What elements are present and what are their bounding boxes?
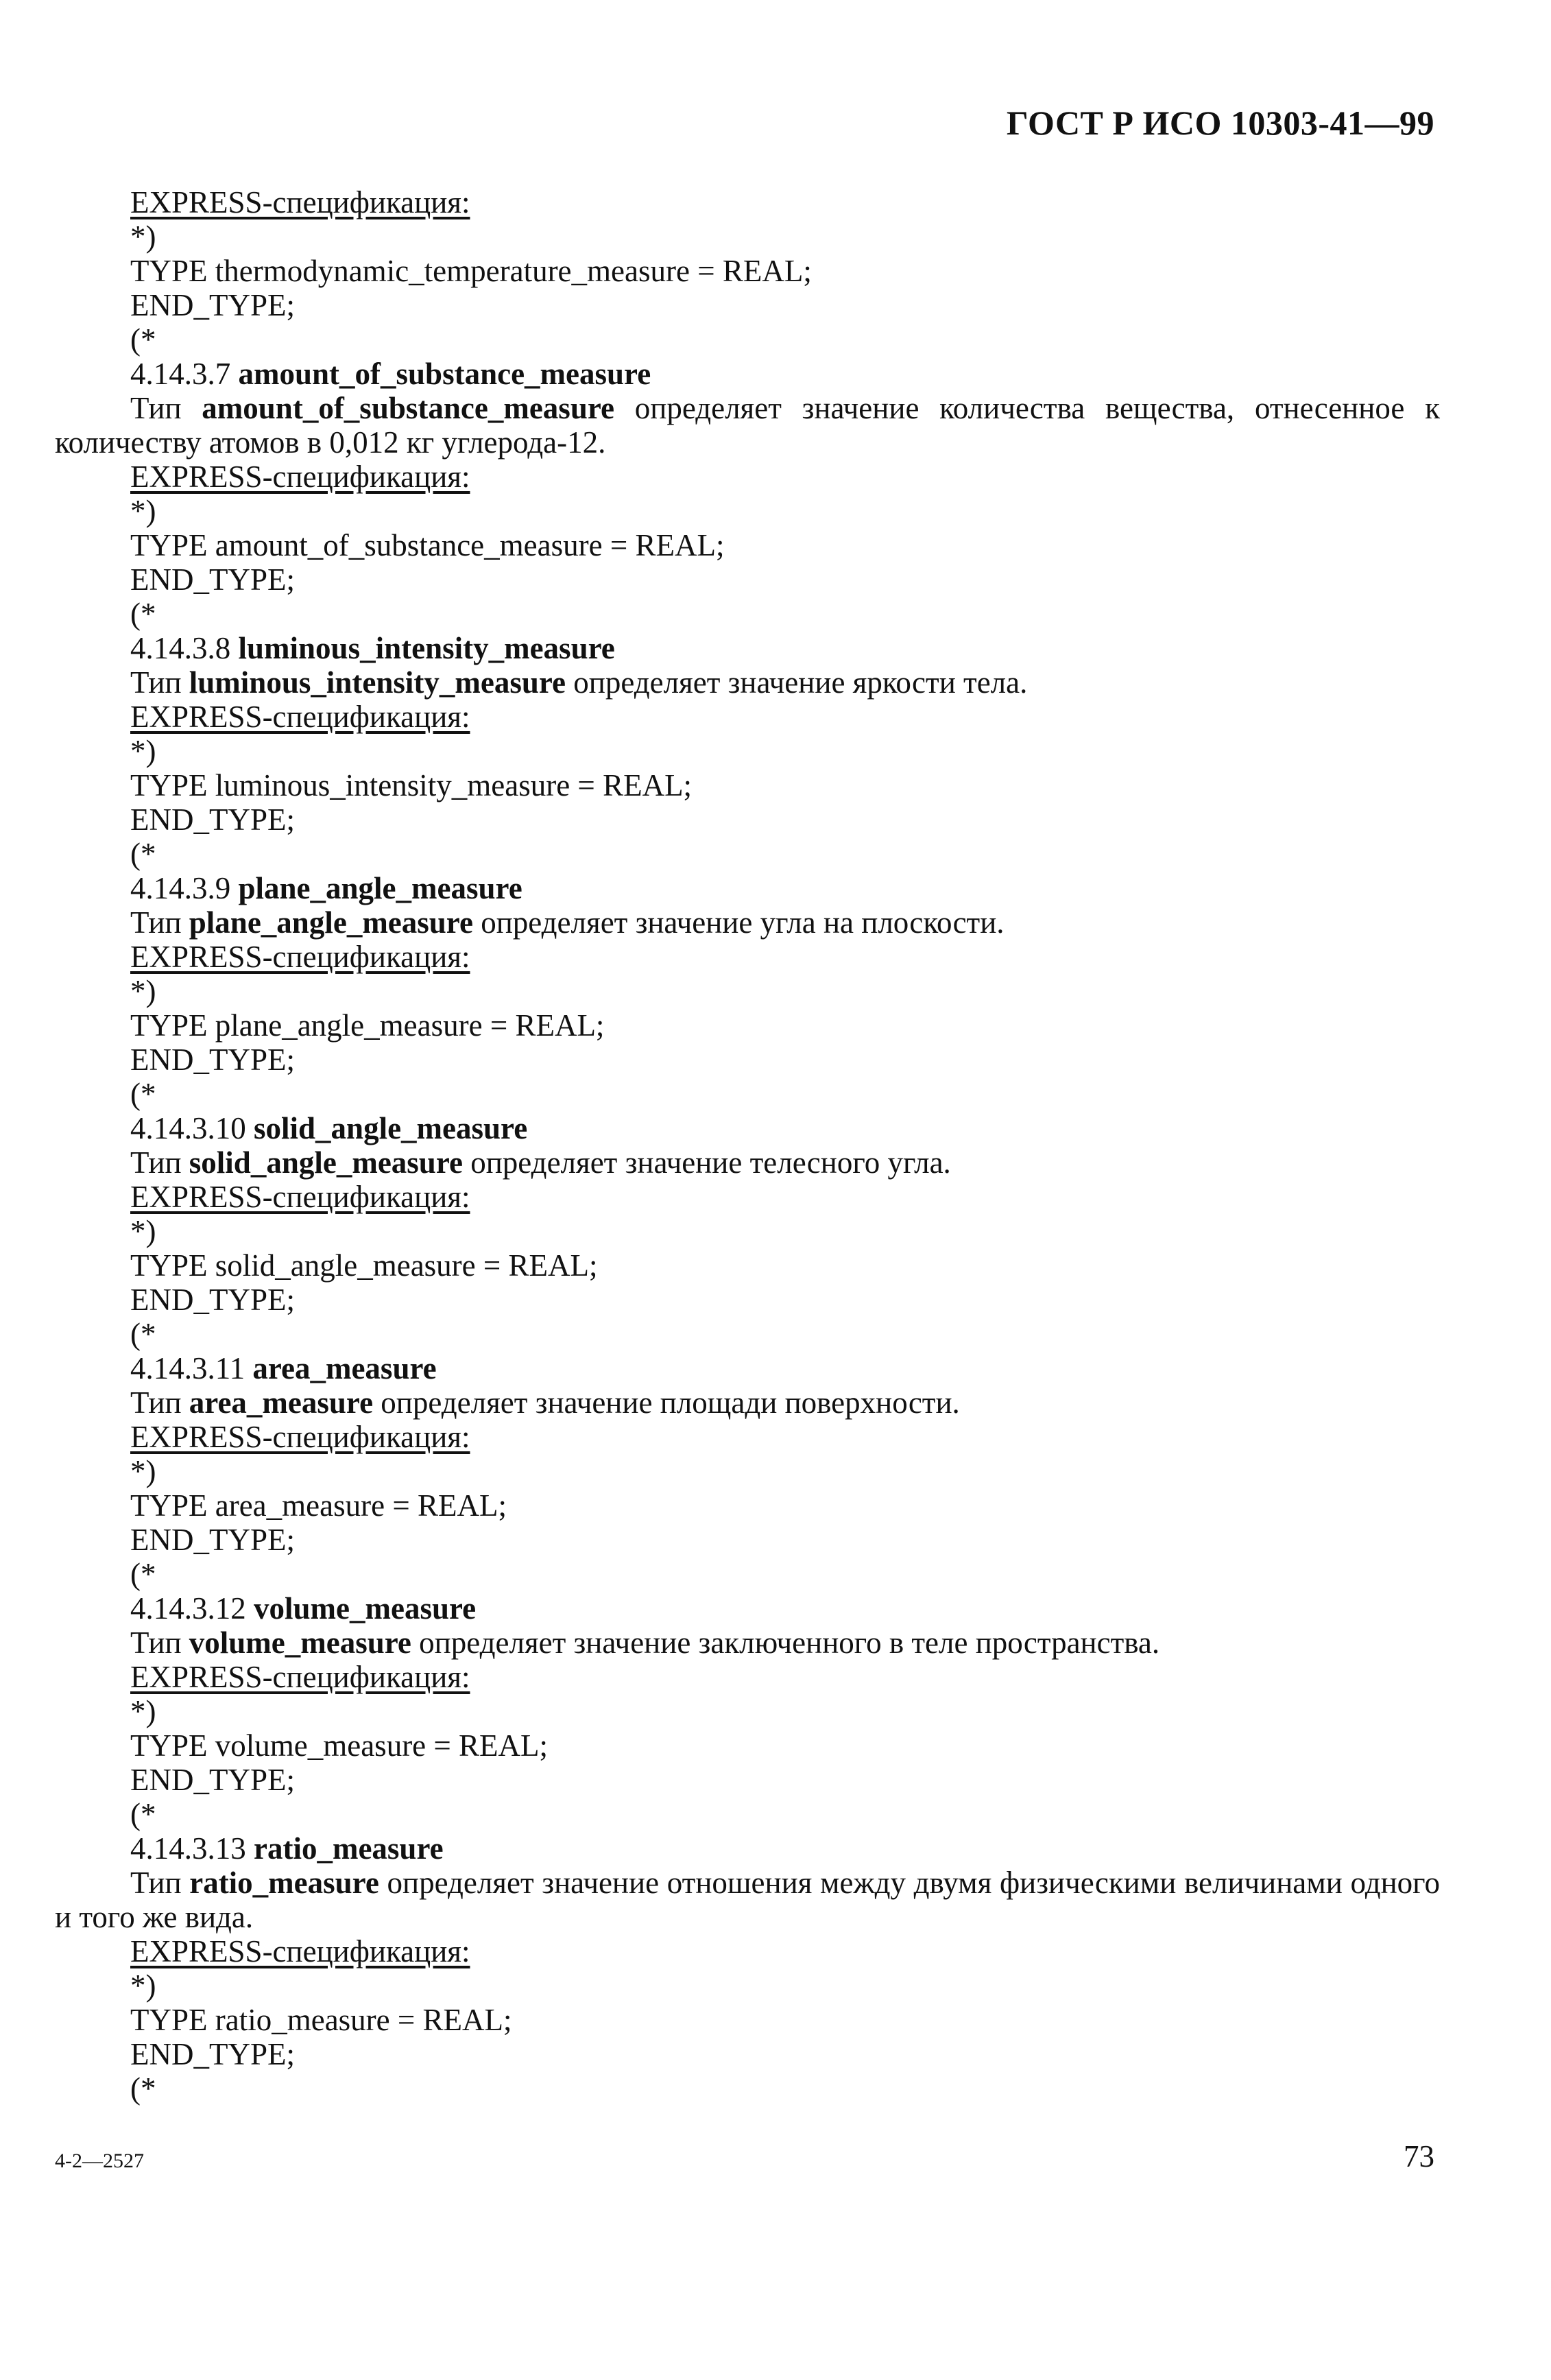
express-spec-label: EXPRESS-спецификация: [130,1180,470,1214]
section-title: ratio_measure [254,1831,444,1866]
type-declaration: TYPE solid_angle_measure = REAL; [130,1248,598,1283]
comment-open: (* [130,1557,156,1591]
section-description: Тип amount_of_substance_measure определяет значение количества вещества, отнесенное к количеству атомов в 0,012 кг углерода-12. [55,391,1440,460]
section-title: luminous_intensity_measure [238,631,615,665]
end-type: END_TYPE; [130,2037,295,2071]
comment-open: (* [130,837,156,871]
comment-close: *) [130,1694,156,1728]
section-plane-angle [55,871,1440,1111]
comment-close: *) [130,734,156,768]
section-number: 4.14.3.10 [130,1111,246,1145]
type-declaration: TYPE thermodynamic_temperature_measure = REAL; [130,254,812,288]
section-solid-angle [55,1111,1440,1351]
type-declaration: TYPE volume_measure = REAL; [130,1728,549,1763]
section-amount-of-substance [55,357,1440,631]
section-heading [55,1591,1440,1626]
express-spec-label: EXPRESS-спецификация: [130,700,470,734]
section-heading [55,1351,1440,1385]
end-type: END_TYPE; [130,288,295,322]
end-type: END_TYPE; [130,1763,295,1797]
section-heading [55,1831,1440,1866]
page-header-standard: ГОСТ Р ИСО 10303-41—99 [1006,104,1434,142]
section-heading [55,357,1440,391]
comment-open: (* [130,322,156,357]
express-spec-label: EXPRESS-спецификация: [130,1660,470,1694]
section-title: amount_of_substance_measure [238,357,651,391]
section-heading [55,871,1440,905]
section-heading [55,631,1440,665]
comment-open: (* [130,1077,156,1111]
section-number: 4.14.3.13 [130,1831,246,1866]
section-number: 4.14.3.7 [130,357,231,391]
page-number: 73 [1404,2139,1434,2174]
section-heading [55,1111,1440,1145]
comment-close: *) [130,974,156,1008]
comment-open: (* [130,1797,156,1831]
footer-print-code: 4-2—2527 [55,2150,144,2172]
express-spec-label: EXPRESS-спецификация: [130,460,470,494]
section-number: 4.14.3.11 [130,1351,245,1385]
section-description: Тип ratio_measure определяет значение отношения между двумя физическими величинами одного и того же вида. [55,1866,1441,1934]
section-volume [55,1591,1440,1831]
type-declaration: TYPE amount_of_substance_measure = REAL; [130,528,725,562]
section-description: Тип plane_angle_measure определяет значение угла на плоскости. [130,905,1005,940]
section-description: Тип solid_angle_measure определяет значение телесного угла. [130,1145,951,1180]
comment-open: (* [130,597,156,631]
page-content [55,185,1440,2106]
type-declaration: TYPE area_measure = REAL; [130,1488,507,1523]
section-title: area_measure [252,1351,437,1385]
comment-open: (* [130,1317,156,1351]
section-number: 4.14.3.9 [130,871,231,905]
comment-open: (* [130,2071,156,2106]
end-type: END_TYPE; [130,1523,295,1557]
express-spec-label: EXPRESS-спецификация: [130,185,470,219]
end-type: END_TYPE; [130,562,295,597]
section-description: Тип volume_measure определяет значение заключенного в теле пространства. [130,1626,1160,1660]
section-title: plane_angle_measure [238,871,522,905]
section-description: Тип area_measure определяет значение площади поверхности. [130,1385,960,1420]
end-type: END_TYPE; [130,1043,295,1077]
express-spec-label: EXPRESS-спецификация: [130,1934,470,1968]
end-type: END_TYPE; [130,1283,295,1317]
type-declaration: TYPE ratio_measure = REAL; [130,2003,512,2037]
section-number: 4.14.3.12 [130,1591,246,1626]
comment-close: *) [130,494,156,528]
end-type: END_TYPE; [130,802,295,837]
type-declaration: TYPE plane_angle_measure = REAL; [130,1008,605,1043]
section-description: Тип luminous_intensity_measure определяет значение яркости тела. [130,665,1028,700]
section-title: volume_measure [254,1591,477,1626]
express-spec-label: EXPRESS-спецификация: [130,940,470,974]
type-declaration: TYPE luminous_intensity_measure = REAL; [130,768,693,802]
comment-close: *) [130,1968,156,2003]
section-ratio [55,1831,1440,2106]
section-area [55,1351,1440,1591]
section-title: solid_angle_measure [254,1111,528,1145]
comment-close: *) [130,219,156,254]
express-spec-label: EXPRESS-спецификация: [130,1420,470,1454]
section-luminous-intensity [55,631,1440,871]
section-number: 4.14.3.8 [130,631,231,665]
comment-close: *) [130,1454,156,1488]
comment-close: *) [130,1214,156,1248]
